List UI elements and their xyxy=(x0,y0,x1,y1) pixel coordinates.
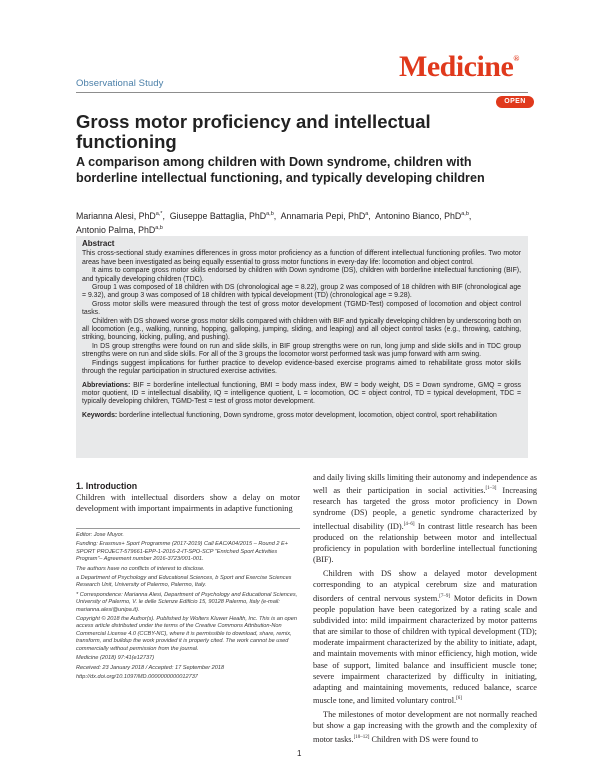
article-subtitle: A comparison among children with Down syndrome, children with borderline intellectual functioning, and typically developing children xyxy=(76,155,485,185)
footnote-doi[interactable]: http://dx.doi.org/10.1097/MD.0000000000012737 xyxy=(76,673,198,680)
author-affiliation: a,b xyxy=(266,211,274,217)
header-rule xyxy=(76,92,528,93)
text-run: Motor deficits in Down people population have been categorized by a rating scale and subdivided into: mild impairment characterized by motor patterns that are similar to those of children with typical development (TD); moderate impairment characterized by the ability to initiate, adapt, and maintain movements with minor efficiency, high motion, wide base of support, limited balance and insufficient muscle tone; severe impairment characterized by difficulty in initiating, adapting and maintaining movements, reduced balance, scarce muscle tone, and limited voluntary control. xyxy=(313,593,537,705)
citation-ref[interactable]: [4–6] xyxy=(403,521,415,527)
abbreviations-label: Abbreviations: xyxy=(82,381,131,389)
author-affiliation: a,b xyxy=(461,211,469,217)
introduction-heading: 1. Introduction xyxy=(76,481,138,491)
abstract-paragraph: Group 1 was composed of 18 children with DS (chronological age = 8.22), group 2 was composed of 18 children with BIF (chronological age = 9.32), and group 3 was composed of 18 children with typical development (TD) (chronological age = 9.28). xyxy=(82,284,521,300)
author-name: Annamaria Pepi, PhD xyxy=(280,210,366,221)
citation-ref[interactable]: [10–12] xyxy=(353,734,370,740)
journal-name: Medicine xyxy=(399,50,514,83)
footnote-citation: Medicine (2018) 97:41(e12737) xyxy=(76,655,155,662)
author-affiliation: a,* xyxy=(155,211,163,217)
abbreviations-text: BIF = borderline intellectual functioning, BMI = body mass index, BW = body weight, DS = Down syndrome, GMQ = gross motor quotient, ID = intellectual disability, IQ = intelligence quotient, L = locomotion, OC = object control, TD = typical development, TDC = typically developing children, TGMD-Test = test of gross motor development. xyxy=(82,381,521,406)
text-run: and daily living skills limiting their autonomy and independence as well as their participation in social activities. xyxy=(313,473,537,495)
author-list: Marianna Alesi, PhD$^{a,*}$, Giuseppe Battaglia, PhD$^{a,b}$, Annamaria Pepi, PhD$^a$, Antonino Bianco, PhD$^{a,b}$, Antonio Palma, PhD$^{a,b}$ xyxy=(76,210,472,235)
abstract-paragraph: Gross motor skills were measured through the test of gross motor development (TGMD-Test) composed of locomotion and object control tasks. xyxy=(82,300,521,317)
intro-paragraph-1 xyxy=(313,472,537,565)
keywords-text: borderline intellectual functioning, Down syndrome, gross motor development, locomotion, object control, sport rehabilitation xyxy=(119,411,497,419)
text-run: Children with DS show a delayed motor development corresponding to an atypical cerebrum size and maturation disorders of central nervous system. xyxy=(313,569,537,603)
abstract-paragraph: Findings suggest implications for further practice to develop evidence-based exercise programs aimed to rehabilitate gross motor skills through the regular participation in structured exercise activities. xyxy=(82,359,521,376)
registered-mark: ® xyxy=(513,54,519,63)
abstract-paragraph: It aims to compare gross motor skills endorsed by children with Down syndrome (DS), children with borderline intellectual functioning (BIF), and typically developing children (TDC). xyxy=(82,267,521,283)
intro-paragraph-left: Children with intellectual disorders show a delay on motor development with important impairments in adaptive functioning xyxy=(76,493,300,514)
keywords-label: Keywords: xyxy=(82,411,118,419)
abstract-paragraph: This cross-sectional study examines differences in gross motor proficiency as a function of different intellectual functioning profiles. Two motor areas have been investigated as being equally essential to gross motor functions in every-day life: locomotion and object control. xyxy=(82,250,521,266)
author-name: Marianna Alesi, PhD xyxy=(76,210,156,221)
page-number: 1 xyxy=(297,749,302,758)
intro-paragraph-3 xyxy=(313,709,537,744)
author-name: Giuseppe Battaglia, PhD xyxy=(169,210,267,221)
citation-ref[interactable]: [1–3] xyxy=(485,486,497,492)
article-title: Gross motor proficiency and intellectual functioning xyxy=(76,111,431,152)
text-run: Increasing research has targeted the gross motor proficiency in Down syndrome (DS) people, a genetic syndrome characterized by intellectual disability (ID). xyxy=(313,485,537,531)
abstract-box xyxy=(76,236,528,458)
left-column xyxy=(76,492,300,514)
intro-paragraph-2 xyxy=(313,568,537,706)
author-name: Antonio Palma, PhD xyxy=(76,224,156,235)
footnote-rule xyxy=(76,528,300,529)
author-affiliation: a,b xyxy=(155,224,163,231)
text-run: The milestones of motor development are not normally reached but show a gap increasing with the growth and the complexity of motor tasks. xyxy=(313,710,537,744)
footnote-conflicts: The authors have no conflicts of interest to disclose. xyxy=(76,565,205,572)
keywords xyxy=(82,412,521,420)
footnote-editor: Editor: Jose Muyor. xyxy=(76,532,124,538)
author-affiliation: a xyxy=(365,211,369,217)
author-name: Antonino Bianco, PhD xyxy=(375,210,462,221)
text-run: Children with DS were found to xyxy=(369,734,479,744)
footnote-funding: Funding: Erasmus+ Sport Programme (2017-2019) Call EAC/A04/2015 – Round 2 E+ SPORT PROJECT-579661-EPP-1-2016-2-IT-SPO-SCP “Enriched Sport Activities Program”– Agreement number 2016-3723/001-001. xyxy=(76,541,289,563)
footnote-copyright: Copyright © 2018 the Author(s). Published by Wolters Kluwer Health, Inc. This is an open access article distributed under the terms of the Creative Commons Attribution-Non Commercial License 4.0 (CCBY-NC), where it is permissible to download, share, remix, transform, and buildup the work provided it is properly cited. The work cannot be used commercially without permission from the journal. xyxy=(76,616,297,652)
abstract-paragraph: In DS group strengths were found on run and slide skills, in BIF group strengths were on run, long jump and slide skills and in TDC group strengths were on run and slide skills. For all of the 3 groups the locomotor worst performed task was jump forward with arm swing. xyxy=(82,342,521,359)
text-run: In contrast little research has been produced on the relationship between motor and intellectual proficiency in population with borderline intellectual functioning (BIF). xyxy=(313,521,538,564)
citation-ref[interactable]: [7–9] xyxy=(439,593,451,599)
abstract-paragraph: Children with DS showed worse gross motor skills compared with children with BIF and typically developing children by underscoring both on all locomotion (e.g., walking, running, hopping, galloping, jumping, sliding, and leaping) and all object control tasks (e.g., throwing, catching, striking, bouncing, kicking, pulling, and pushing). xyxy=(82,317,521,342)
open-access-badge: OPEN xyxy=(496,96,534,108)
footnote-affiliations: a Department of Psychology and Educational Sciences, b Sport and Exercise Sciences Research Unit, University of Palermo, Palermo, Italy. xyxy=(76,575,292,589)
section-label: Observational Study xyxy=(76,78,164,89)
journal-logo xyxy=(399,50,519,84)
abbreviations xyxy=(82,382,521,407)
citation-ref[interactable]: [6] xyxy=(456,696,462,702)
footnote-correspondence: * Correspondence: Marianna Alesi, Department of Psychology and Educational Sciences, University of Palermo, V. le delle Scienze Edificio 15, 90128 Palermo, Italy (e-mail: marianna.alesi@unipa.it). xyxy=(76,591,298,613)
abstract-heading: Abstract xyxy=(82,239,115,248)
footnotes xyxy=(76,532,300,683)
right-column xyxy=(313,472,537,745)
footnote-dates: Received: 23 January 2018 / Accepted: 17 September 2018 xyxy=(76,664,225,671)
